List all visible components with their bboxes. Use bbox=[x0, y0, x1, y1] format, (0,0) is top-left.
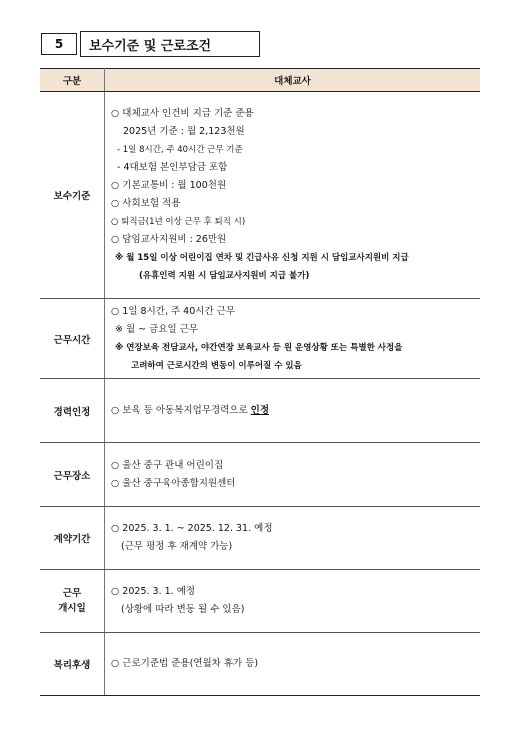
start-line: ○ 2025. 3. 1. 예정 bbox=[111, 586, 196, 597]
row-label-start bbox=[40, 570, 105, 633]
career-emphasis: 인정 bbox=[250, 404, 270, 416]
career-text: ○ 보육 등 아동복지업무경력으로 bbox=[111, 404, 251, 416]
hours-line: ※ 월 ~ 금요일 근무 bbox=[115, 323, 199, 335]
table-row-career bbox=[40, 379, 480, 443]
pay-note: ※ 월 15일 이상 어린이집 연차 및 긴급사유 신청 지원 시 담임교사지원비 지급 bbox=[115, 253, 409, 263]
row-label-contract: 계약기간 bbox=[40, 507, 105, 570]
conditions-table bbox=[40, 68, 480, 696]
pay-line: - 1일 8시간, 주 40시간 근무 기준 bbox=[117, 145, 243, 155]
contract-line: (근무 평정 후 재계약 가능) bbox=[121, 541, 233, 552]
pay-line: ○ 기본교통비 : 월 100천원 bbox=[111, 180, 227, 191]
row-content-place bbox=[105, 443, 481, 507]
start-label-b: 개시일 bbox=[58, 603, 86, 614]
table-header-row bbox=[40, 69, 480, 92]
row-content-pay bbox=[105, 92, 481, 299]
row-label-hours: 근무시간 bbox=[40, 299, 105, 379]
pay-line: ○ 퇴직금(1년 이상 근무 후 퇴직 시) bbox=[111, 217, 246, 227]
start-line: (상황에 따라 변동 될 수 있음) bbox=[121, 604, 245, 615]
row-label-pay: 보수기준 bbox=[40, 92, 105, 299]
section-number: 5 bbox=[41, 33, 77, 55]
pay-line: 2025년 기준 : 월 2,123천원 bbox=[123, 126, 245, 137]
pay-line: ○ 담임교사지원비 : 26만원 bbox=[111, 234, 227, 245]
table-row-place bbox=[40, 443, 480, 507]
place-line: ○ 울산 중구육아종합지원센터 bbox=[111, 477, 236, 489]
contract-line: ○ 2025. 3. 1. ~ 2025. 12. 31. 예정 bbox=[111, 523, 273, 534]
table-row-hours bbox=[40, 299, 480, 379]
hours-note: 고려하여 근로시간의 변동이 이루어질 수 있음 bbox=[131, 360, 302, 371]
row-label-career: 경력인정 bbox=[40, 379, 105, 443]
table-row-welfare bbox=[40, 633, 480, 696]
row-content-hours bbox=[105, 299, 481, 379]
hours-note: ※ 연장보육 전담교사, 야간연장 보육교사 등 원 운영상황 또는 특별한 사정을 bbox=[115, 342, 403, 353]
pay-line: ○ 대체교사 인건비 지급 기준 준용 bbox=[111, 108, 254, 119]
row-content-career bbox=[105, 379, 481, 443]
place-line: ○ 울산 중구 관내 어린이집 bbox=[111, 459, 224, 471]
row-content-contract bbox=[105, 507, 481, 570]
section-title: 보수기준 및 근로조건 bbox=[80, 31, 260, 57]
hours-line: ○ 1일 8시간, 주 40시간 근무 bbox=[111, 305, 236, 317]
row-content-start bbox=[105, 570, 481, 633]
pay-line: - 4대보험 본인부담금 포함 bbox=[117, 162, 228, 173]
welfare-line: ○ 근로기준법 준용(연월차 휴가 등) bbox=[111, 658, 259, 669]
table-row-contract bbox=[40, 507, 480, 570]
header-substitute-teacher: 대체교사 bbox=[105, 69, 481, 92]
career-line bbox=[111, 402, 479, 420]
pay-line: ○ 사회보험 적용 bbox=[111, 198, 181, 209]
row-label-welfare: 복리후생 bbox=[40, 633, 105, 696]
pay-note: (유휴인력 지원 시 담임교사지원비 지급 불가) bbox=[139, 271, 310, 281]
table-row-pay bbox=[40, 92, 480, 299]
header-category: 구분 bbox=[40, 69, 105, 92]
row-content-welfare bbox=[105, 633, 481, 696]
table-row-start bbox=[40, 570, 480, 633]
row-label-place: 근무장소 bbox=[40, 443, 105, 507]
start-label-a: 근무 bbox=[62, 588, 82, 599]
